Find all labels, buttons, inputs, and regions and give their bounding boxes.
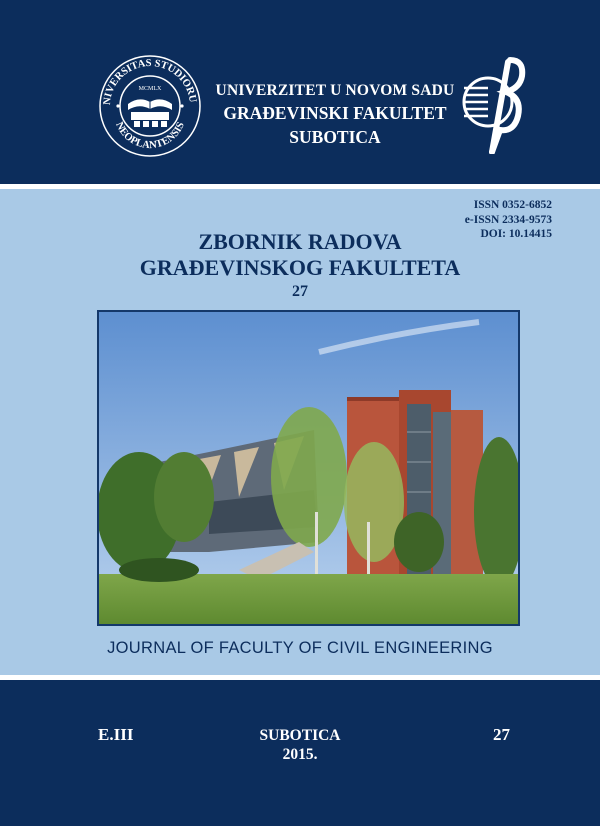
faculty-building-photo	[97, 310, 520, 626]
publication-place-block	[0, 727, 600, 764]
edition-label: E.III	[98, 725, 134, 744]
faculty-logo	[462, 54, 528, 154]
university-heading	[205, 82, 465, 148]
faculty-name: GRAĐEVINSKI FAKULTET	[223, 103, 447, 123]
seal-year: MCMLX	[138, 86, 162, 92]
title-volume-number: 27	[292, 283, 308, 300]
publication-city: SUBOTICA	[259, 727, 341, 744]
seal-text-top: NIVERSITAS STUDIORU	[101, 57, 198, 106]
issn-label: ISSN 0352-6852	[473, 199, 552, 211]
seal-text-bottom: NEOPLANTENSIS	[113, 120, 187, 152]
doi-label: DOI: 10.14415	[480, 228, 552, 240]
eissn-label: e-ISSN 2334-9573	[464, 213, 552, 226]
journal-title-block	[0, 229, 600, 301]
top-divider	[0, 184, 600, 189]
university-name: UNIVERZITET U NOVOM SADU	[215, 82, 455, 99]
publication-year: 2015.	[282, 746, 318, 763]
faculty-city: SUBOTICA	[289, 127, 381, 147]
footer-volume-number: 27	[493, 725, 510, 744]
journal-title-english: JOURNAL OF FACULTY OF CIVIL ENGINEERING	[107, 639, 493, 657]
university-seal-logo	[98, 54, 202, 158]
title-line-1: ZBORNIK RADOVA	[198, 229, 402, 254]
svg-text:UNIVERSITAS STUDIORUM	[98, 54, 198, 106]
title-line-2: GRAĐEVINSKOG FAKULTETA	[139, 255, 461, 280]
